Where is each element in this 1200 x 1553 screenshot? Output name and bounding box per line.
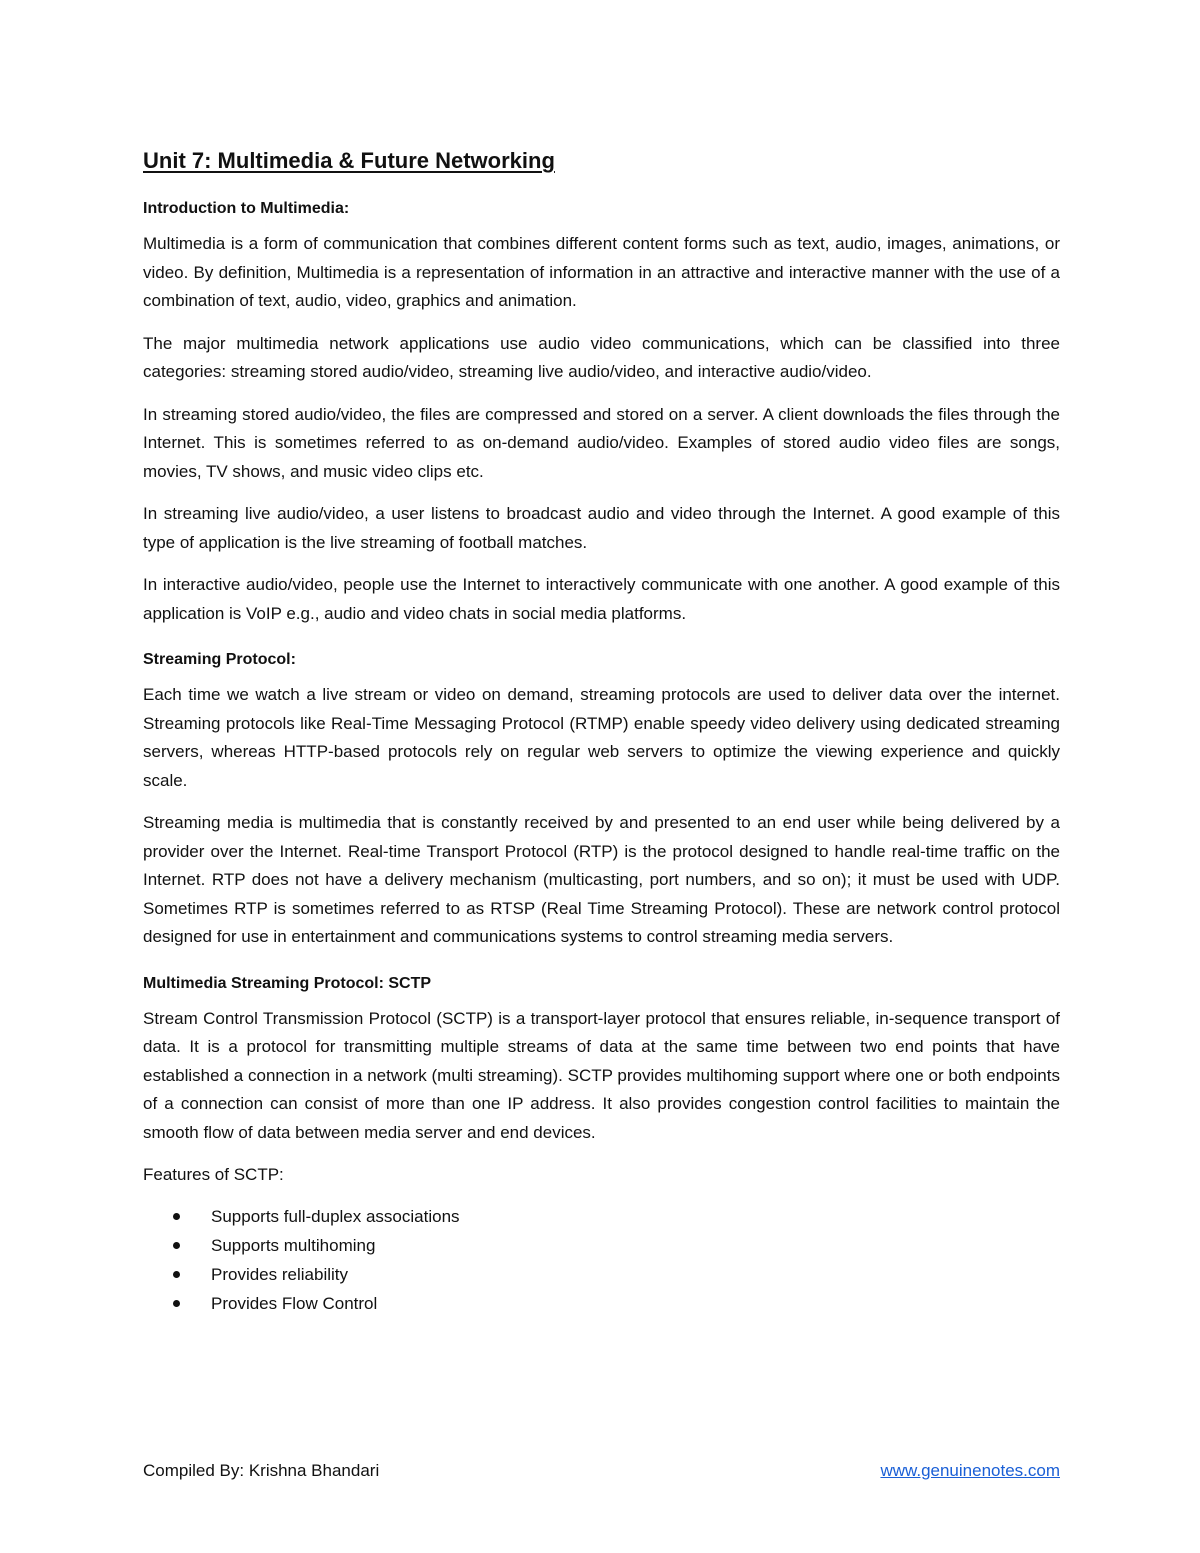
page-content — [143, 146, 1060, 1318]
list-item — [143, 1289, 1060, 1318]
paragraph: Stream Control Transmission Protocol (SCTP) is a transport-layer protocol that ensures reliable, in-sequence transport of data. It is a protocol for transmitting multiple streams of data at the same time between two end points that have established a connection in a network (multi streaming). SCTP provides multihoming support where one or both endpoints of a connection can consist of more than one IP address. It also provides congestion control facilities to maintain the smooth flow of data between media server and end devices. — [143, 1008, 1060, 1142]
features-label: Features of SCTP: — [143, 1165, 284, 1184]
list-item-text: Supports multihoming — [211, 1235, 376, 1255]
section-heading-sctp: Multimedia Streaming Protocol: SCTP — [143, 974, 432, 992]
page-footer — [143, 1458, 1060, 1484]
section-heading-intro: Introduction to Multimedia: — [143, 200, 350, 217]
list-item — [143, 1231, 1060, 1260]
bullet-icon — [173, 1300, 180, 1307]
bullet-icon — [173, 1213, 180, 1220]
footer-compiled-by: Compiled By: Krishna Bhandari — [143, 1461, 380, 1480]
paragraph: In streaming live audio/video, a user listens to broadcast audio and video through the Internet. A good example of this type of application is the live streaming of football matches. — [143, 504, 1060, 552]
bullet-icon — [173, 1271, 180, 1278]
list-item-text: Provides Flow Control — [211, 1293, 378, 1313]
section-heading-streaming: Streaming Protocol: — [143, 651, 296, 668]
list-item — [143, 1202, 1060, 1231]
list-item-text: Supports full-duplex associations — [211, 1206, 460, 1226]
paragraph: The major multimedia network applications use audio video communications, which can be classified into three categories: streaming stored audio/video, streaming live audio/video, and interactive audio/video. — [143, 333, 1060, 381]
paragraph: Each time we watch a live stream or video on demand, streaming protocols are used to deliver data over the internet. Streaming protocols like Real-Time Messaging Protocol (RTMP) enable speedy video delivery using dedicated streaming servers, whereas HTTP-based protocols rely on regular web servers to optimize the viewing experience and quickly scale. — [143, 685, 1060, 790]
features-list — [143, 1202, 1060, 1318]
paragraph: In interactive audio/video, people use the Internet to interactively communicate with one another. A good example of this application is VoIP e.g., audio and video chats in social media platforms. — [143, 575, 1060, 623]
footer-website-link[interactable]: www.genuinenotes.com — [880, 1461, 1060, 1480]
paragraph: In streaming stored audio/video, the files are compressed and stored on a server. A client downloads the files through the Internet. This is sometimes referred to as on-demand audio/video. Examples of stored audio video files are songs, movies, TV shows, and music video clips etc. — [143, 404, 1060, 481]
paragraph: Streaming media is multimedia that is constantly received by and presented to an end user while being delivered by a provider over the Internet. Real-time Transport Protocol (RTP) is the protocol designed to handle real-time traffic on the Internet. RTP does not have a delivery mechanism (multicasting, port numbers, and so on); it must be used with UDP. Sometimes RTP is sometimes referred to as RTSP (Real Time Streaming Protocol). These are network control protocol designed for use in entertainment and communications systems to control streaming media servers. — [143, 813, 1060, 946]
list-item-text: Provides reliability — [211, 1264, 348, 1284]
paragraph: Multimedia is a form of communication that combines different content forms such as text, audio, images, animations, or video. By definition, Multimedia is a representation of information in an attractive and interactive manner with the use of a combination of text, audio, video, graphics and animation. — [143, 234, 1060, 310]
list-item — [143, 1260, 1060, 1289]
bullet-icon — [173, 1242, 180, 1249]
page-title: Unit 7: Multimedia & Future Networking — [143, 148, 555, 173]
